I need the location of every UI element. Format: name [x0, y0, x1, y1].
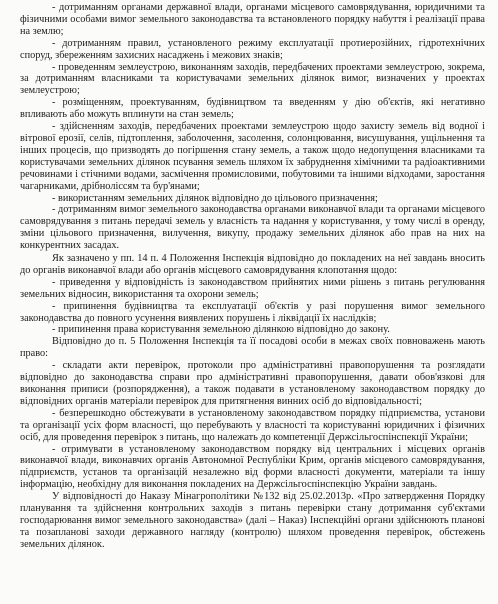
- paragraph-11: - припинення права користування земельною ділянкою відповідно до закону.: [52, 324, 390, 336]
- paragraph-3: - проведенням землеустрою, виконанням заходів, передбачених проектами землеустрою, зокрема, за дотриманням власниками та користувачами земельних ділянок вимог, визначених у проектах землеустрою;: [20, 61, 485, 97]
- document-body: [20, 2, 485, 551]
- paragraph-4: - розміщенням, проектуванням, будівництвом та введенням у дію об'єктів, які негативно впливають або можуть вплинути на стан земель;: [20, 97, 485, 121]
- paragraph-7: - дотриманням вимог земельного законодавства органами виконавчої влади та органами місцевого самоврядування з питань передачі земель у власність та надання у користування, у тому числі в оренду, зміни цільового призначення, вилучення, викупу, продажу земельних ділянок або прав на них на конкурентних засадах.: [20, 204, 485, 252]
- paragraph-2: - дотриманням правил, установленого режиму експлуатації протиерозійних, гідротехнічних споруд, збереженням захисних насаджень і межових знаків;: [20, 37, 485, 61]
- paragraph-14: - безперешкодно обстежувати в установленому законодавством порядку підприємства, установи та організації усіх форм власності, що перебувають у власності та користуванні юридичних і фізичних осіб, для проведення перевірок з питань, що належать до компетенції Держсільгоспінспекції України;: [20, 407, 485, 443]
- paragraph-1: - дотриманням органами державної влади, органами місцевого самоврядування, юридичними та фізичними особами вимог земельного законодавства та встановленого порядку набуття і реалізації права на землю;: [20, 2, 485, 37]
- paragraph-8: Як зазначено у пп. 14 п. 4 Положення Інспекція відповідно до покладених на неї завдань вносить до органів виконавчої влади або органів місцевого самоврядування клопотання щодо:: [20, 253, 485, 276]
- paragraph-16: У відповідності до Наказу Мінагрополітики №132 від 25.02.2013р. «Про затвердження Порядку планування та здійснення контрольних заходів з питань перевірки стану дотримання суб'єктами господарювання вимог земельного законодавства» (далі – Наказ) Інспекційні органи здійснюють планові та позапланові заходи державного нагляду (контролю) шляхом проведення перевірок, обстежень земельних ділянок.: [20, 491, 485, 550]
- paragraph-13: - складати акти перевірок, протоколи про адміністративні правопорушення та розглядати відповідно до законодавства справи про адміністративні правопорушення, давати обов'язкові для виконання приписи (розпорядження), а також подавати в установленому законодавством порядку до відповідних органів матеріали перевірок для притягнення винних осіб до відповідальності;: [20, 360, 485, 407]
- paragraph-9: - приведення у відповідність із законодавством прийнятих ними рішень з питань регулювання земельних відносин, використання та охорони земель;: [20, 276, 485, 300]
- paragraph-5: - здійсненням заходів, передбачених проектами землеустрою щодо захисту земель від водної і вітрової ерозії, селів, підтоплення, заболочення, засолення, солонцювання, висушування, ущільнення та інших процесів, що призводять до погіршення стану земель, а також щодо недопущення власниками та користувачами земельних ділянок псування земель шляхом їх забруднення хімічними та радіоактивними речовинами і стічними водами, засмічення промисловими, побутовими та іншими відходами, заростання чагарниками, дрібноліссям та бур'янами;: [20, 121, 485, 192]
- paragraph-10: - припинення будівництва та експлуатації об'єктів у разі порушення вимог земельного законодавства до повного усунення виявлених порушень і ліквідації їх наслідків;: [20, 300, 485, 324]
- paragraph-15: - отримувати в установленому законодавством порядку від центральних і місцевих органів виконавчої влади, виконавчих органів Автономної Республіки Крим, органів місцевого самоврядування, підприємств, установ та організацій незалежно від форми власності документи, матеріали та іншу інформацію, необхідну для виконання покладених на Держсільгоспінспекцію України завдань.: [20, 443, 485, 491]
- paragraph-6: - використанням земельних ділянок відповідно до цільового призначення;: [52, 192, 378, 204]
- paragraph-12: Відповідно до п. 5 Положення Інспекція та її посадові особи в межах своїх повноважень мають право:: [20, 336, 485, 360]
